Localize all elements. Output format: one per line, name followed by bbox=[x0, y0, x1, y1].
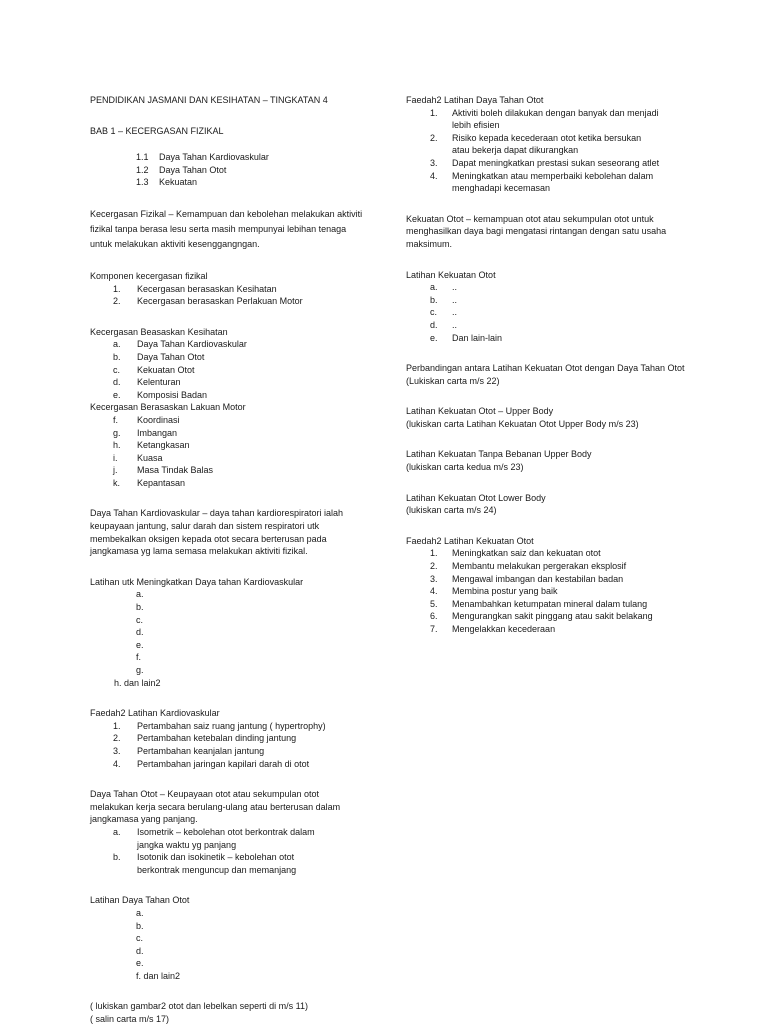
list-item-number: 6. bbox=[430, 611, 438, 622]
list-item bbox=[90, 376, 365, 389]
list-item bbox=[90, 364, 365, 377]
toc-list bbox=[90, 151, 365, 189]
list-item bbox=[406, 170, 661, 195]
list-item bbox=[406, 623, 686, 636]
list-item-text: Kelenturan bbox=[137, 377, 181, 388]
list-item-letter: a. bbox=[430, 282, 438, 293]
motor-fitness-section bbox=[90, 401, 365, 489]
blank-list-item: e. bbox=[136, 958, 144, 969]
blank-list-item: d. bbox=[136, 945, 144, 956]
list-item-text: Risiko kepada kecederaan otot ketika bersukan atau bekerja dapat dikurangkan bbox=[452, 132, 642, 156]
comparison-note bbox=[406, 362, 686, 387]
blank-list-item: f. bbox=[136, 652, 142, 663]
toc-item-number: 1.3 bbox=[136, 177, 149, 188]
blank-list-item: d. bbox=[136, 627, 144, 638]
list-item-number: 2. bbox=[430, 132, 438, 143]
list-item-text: .. bbox=[452, 319, 458, 330]
list-item-letter: g. bbox=[113, 427, 121, 438]
comparison-instruction: (Lukiskan carta m/s 22) bbox=[406, 375, 500, 386]
strength-definition bbox=[406, 213, 686, 251]
list-item-text: Pertambahan ketebalan dinding jantung bbox=[137, 733, 297, 744]
list-item-text: .. bbox=[452, 282, 458, 293]
toc-item bbox=[90, 151, 365, 164]
fitness-definition bbox=[90, 207, 365, 252]
toc-item-text: Daya Tahan Kardiovaskular bbox=[159, 152, 269, 163]
list-item-text: Membantu melakukan pergerakan eksplosif bbox=[452, 561, 627, 572]
list-item-number: 3. bbox=[430, 157, 438, 168]
list-item-text: Menambahkan ketumpatan mineral dalam tulang bbox=[452, 598, 648, 609]
list-item-letter: d. bbox=[430, 319, 438, 330]
cardio-definition-text: Daya Tahan Kardiovaskular – daya tahan kardiorespiratori ialah keupayaan jantung, salur darah dan sistem respiratori utk membekalkan oksigen kepada otot secara berterusan pada jangkamasa yg lama semasa melakukan aktiviti fizikal. bbox=[90, 508, 343, 557]
list-item-letter: a. bbox=[113, 826, 121, 837]
lower-body-heading: Latihan Kekuatan Otot Lower Body bbox=[406, 492, 546, 503]
endurance-training-heading: Latihan Daya Tahan Otot bbox=[90, 895, 190, 906]
list-item bbox=[406, 294, 686, 307]
endurance-training-section bbox=[90, 894, 365, 982]
strength-training-section bbox=[406, 269, 686, 345]
list-item bbox=[90, 351, 365, 364]
list-item-text: Komposisi Badan bbox=[137, 389, 208, 400]
list-item-letter: e. bbox=[113, 389, 121, 400]
list-item-number: 2. bbox=[430, 561, 438, 572]
list-item-letter: d. bbox=[113, 377, 121, 388]
list-item-number: 4. bbox=[430, 586, 438, 597]
list-item bbox=[406, 585, 686, 598]
list-item-text: Dapat meningkatkan prestasi sukan seseorang atlet bbox=[452, 157, 660, 168]
notes bbox=[90, 1000, 365, 1025]
list-item bbox=[90, 851, 335, 876]
list-item-number: 3. bbox=[430, 573, 438, 584]
list-item-letter: c. bbox=[113, 364, 121, 375]
list-item bbox=[406, 610, 686, 623]
list-item-text: Kuasa bbox=[137, 452, 163, 463]
list-item bbox=[406, 547, 686, 560]
list-item-text: Mengurangkan sakit pinggang atau sakit belakang bbox=[452, 611, 653, 622]
list-item-etc: h. dan lain2 bbox=[114, 677, 161, 688]
left-column bbox=[90, 94, 365, 1026]
list-item bbox=[406, 598, 686, 611]
list-item bbox=[90, 338, 365, 351]
list-item-text: Pertambahan saiz ruang jantung ( hypertrophy) bbox=[137, 720, 326, 731]
toc-item bbox=[90, 164, 365, 177]
list-item-text: Meningkatkan atau memperbaiki kebolehan dalam menghadapi kecemasan bbox=[452, 170, 654, 194]
cardio-training-heading: Latihan utk Meningkatkan Daya tahan Kardiovaskular bbox=[90, 576, 304, 587]
list-item bbox=[90, 427, 365, 440]
list-item bbox=[90, 439, 365, 452]
fitness-definition-text: Kecergasan Fizikal – Kemampuan dan kebolehan melakukan aktiviti fizikal tanpa berasa lesu serta masih mempunyai lebihan tenaga untuk melakukan aktiviti kesenggangngan. bbox=[90, 208, 363, 249]
components-heading: Komponen kecergasan fizikal bbox=[90, 270, 208, 281]
chapter-heading-block bbox=[90, 125, 365, 138]
toc-item-text: Daya Tahan Otot bbox=[159, 164, 227, 175]
strength-training-heading: Latihan Kekuatan Otot bbox=[406, 269, 496, 280]
blank-list-item: g. bbox=[136, 665, 144, 675]
list-item-number: 1. bbox=[430, 548, 438, 559]
list-item-text: Mengawal imbangan dan kestabilan badan bbox=[452, 573, 624, 584]
toc-item-number: 1.1 bbox=[136, 152, 149, 163]
list-item bbox=[406, 132, 661, 157]
document-title-block bbox=[90, 94, 365, 107]
comparison-heading: Perbandingan antara Latihan Kekuatan Otot dengan Daya Tahan Otot bbox=[406, 363, 685, 374]
strength-benefits-heading: Faedah2 Latihan Kekuatan Otot bbox=[406, 535, 534, 546]
health-fitness-section bbox=[90, 326, 365, 402]
toc-item-number: 1.2 bbox=[136, 164, 149, 175]
list-item bbox=[90, 758, 365, 771]
list-item-letter: e. bbox=[430, 332, 438, 343]
list-item bbox=[90, 745, 365, 758]
components-section bbox=[90, 270, 365, 308]
blank-list-item: a. bbox=[136, 907, 144, 918]
list-item-text: Kecergasan berasaskan Perlakuan Motor bbox=[137, 296, 303, 307]
list-item-number: 7. bbox=[430, 624, 438, 634]
cardio-benefits-section bbox=[90, 707, 365, 770]
list-item-letter: f. bbox=[113, 414, 119, 425]
endurance-benefits-heading: Faedah2 Latihan Daya Tahan Otot bbox=[406, 95, 544, 105]
list-item-number: 5. bbox=[430, 598, 438, 609]
list-item-letter: a. bbox=[113, 339, 121, 350]
list-item bbox=[90, 283, 365, 296]
list-item bbox=[406, 306, 686, 319]
list-item-text: Kekuatan Otot bbox=[137, 364, 195, 375]
list-item-number: 3. bbox=[113, 745, 121, 756]
upper-body-note bbox=[406, 405, 686, 430]
list-item-text: Koordinasi bbox=[137, 414, 180, 425]
endurance-benefits-section bbox=[406, 94, 686, 195]
list-item-text: Imbangan bbox=[137, 427, 178, 438]
right-column bbox=[406, 94, 686, 654]
blank-list-item: b. bbox=[136, 920, 144, 931]
list-item bbox=[90, 732, 365, 745]
list-item-text: Masa Tindak Balas bbox=[137, 465, 214, 476]
list-item-text: Kecergasan berasaskan Kesihatan bbox=[137, 283, 277, 294]
list-item-letter: j. bbox=[113, 465, 118, 476]
no-load-heading: Latihan Kekuatan Tanpa Bebanan Upper Body bbox=[406, 449, 592, 460]
no-load-note bbox=[406, 448, 686, 473]
list-item-number: 2. bbox=[113, 296, 121, 307]
list-item bbox=[90, 295, 365, 308]
toc-item-text: Kekuatan bbox=[159, 177, 198, 188]
list-item-text: Ketangkasan bbox=[137, 440, 190, 451]
strength-definition-text: Kekuatan Otot – kemampuan otot atau sekumpulan otot untuk menghasilkan daya bagi mengatasi rintangan dengan satu usaha maksimum. bbox=[406, 213, 667, 249]
list-item-number: 4. bbox=[113, 758, 121, 769]
list-item bbox=[90, 389, 365, 402]
cardio-definition bbox=[90, 507, 365, 557]
document-title: PENDIDIKAN JASMANI DAN KESIHATAN – TINGKATAN 4 bbox=[90, 95, 328, 105]
list-item-text: Daya Tahan Otot bbox=[137, 351, 205, 362]
lower-body-instruction: (lukiskan carta m/s 24) bbox=[406, 505, 497, 516]
blank-list-item: c. bbox=[136, 933, 144, 944]
blank-list-item: e. bbox=[136, 639, 144, 650]
list-item bbox=[406, 560, 686, 573]
cardio-training-section bbox=[90, 576, 365, 689]
upper-body-heading: Latihan Kekuatan Otot – Upper Body bbox=[406, 406, 554, 417]
list-item-number: 2. bbox=[113, 733, 121, 744]
list-item-letter: b. bbox=[113, 852, 121, 863]
list-item-text: Dan lain-lain bbox=[452, 332, 503, 343]
list-item-text: Mengelakkan kecederaan bbox=[452, 624, 556, 634]
note-line: ( lukiskan gambar2 otot dan lebelkan seperti di m/s 11) bbox=[90, 1001, 308, 1012]
list-item bbox=[90, 414, 365, 427]
list-item-text: Isometrik – kebolehan otot berkontrak dalam jangka waktu yg panjang bbox=[137, 826, 315, 850]
list-item bbox=[406, 281, 686, 294]
list-item-text: Aktiviti boleh dilakukan dengan banyak dan menjadi lebih efisien bbox=[452, 107, 659, 131]
list-item-text: Pertambahan keanjalan jantung bbox=[137, 745, 265, 756]
list-item bbox=[406, 332, 686, 345]
list-item bbox=[90, 826, 335, 851]
list-item-letter: b. bbox=[113, 351, 121, 362]
list-item-text: Membina postur yang baik bbox=[452, 586, 558, 597]
list-item-text: .. bbox=[452, 294, 458, 305]
list-item bbox=[90, 452, 365, 465]
list-item-number: 4. bbox=[430, 170, 438, 181]
list-item-letter: c. bbox=[430, 307, 438, 318]
motor-fitness-heading: Kecergasan Berasaskan Lakuan Motor bbox=[90, 402, 246, 413]
list-item bbox=[406, 107, 661, 132]
no-load-instruction: (lukiskan carta kedua m/s 23) bbox=[406, 462, 524, 473]
list-item-etc: f. dan lain2 bbox=[136, 970, 181, 981]
list-item-letter: b. bbox=[430, 294, 438, 305]
blank-list-item: a. bbox=[136, 589, 144, 600]
note-line: ( salin carta m/s 17) bbox=[90, 1014, 170, 1025]
endurance-definition bbox=[90, 788, 365, 876]
upper-body-instruction: (lukiskan carta Latihan Kekuatan Otot Upper Body m/s 23) bbox=[406, 418, 639, 429]
list-item-text: Daya Tahan Kardiovaskular bbox=[137, 339, 247, 350]
list-item bbox=[406, 573, 686, 586]
list-item-text: Meningkatkan saiz dan kekuatan otot bbox=[452, 548, 601, 559]
strength-benefits-section bbox=[406, 535, 686, 636]
list-item-letter: k. bbox=[113, 477, 121, 488]
list-item-number: 1. bbox=[113, 283, 121, 294]
blank-list-item: b. bbox=[136, 602, 144, 613]
health-fitness-heading: Kecergasan Beasaskan Kesihatan bbox=[90, 326, 228, 337]
list-item bbox=[406, 157, 661, 170]
blank-list-item: c. bbox=[136, 614, 144, 625]
list-item-number: 1. bbox=[113, 720, 121, 731]
list-item-text: Kepantasan bbox=[137, 477, 186, 488]
list-item bbox=[406, 319, 686, 332]
list-item bbox=[90, 464, 365, 477]
list-item bbox=[90, 477, 365, 490]
toc-item bbox=[90, 176, 365, 189]
list-item-text: .. bbox=[452, 307, 458, 318]
list-item-letter: h. bbox=[113, 440, 121, 451]
lower-body-note bbox=[406, 492, 686, 517]
list-item-text: Isotonik dan isokinetik – kebolehan otot berkontrak menguncup dan memanjang bbox=[137, 852, 297, 875]
chapter-heading: BAB 1 – KECERGASAN FIZIKAL bbox=[90, 125, 224, 136]
list-item-letter: i. bbox=[113, 452, 118, 463]
cardio-benefits-heading: Faedah2 Latihan Kardiovaskular bbox=[90, 708, 220, 719]
endurance-definition-text: Daya Tahan Otot – Keupayaan otot atau sekumpulan otot melakukan kerja secara berulang-ulang atau berterusan dalam jangkamasa yang panjang. bbox=[90, 789, 341, 825]
list-item-number: 1. bbox=[430, 107, 438, 118]
list-item-text: Pertambahan jaringan kapilari darah di otot bbox=[137, 758, 310, 769]
list-item bbox=[90, 720, 365, 733]
